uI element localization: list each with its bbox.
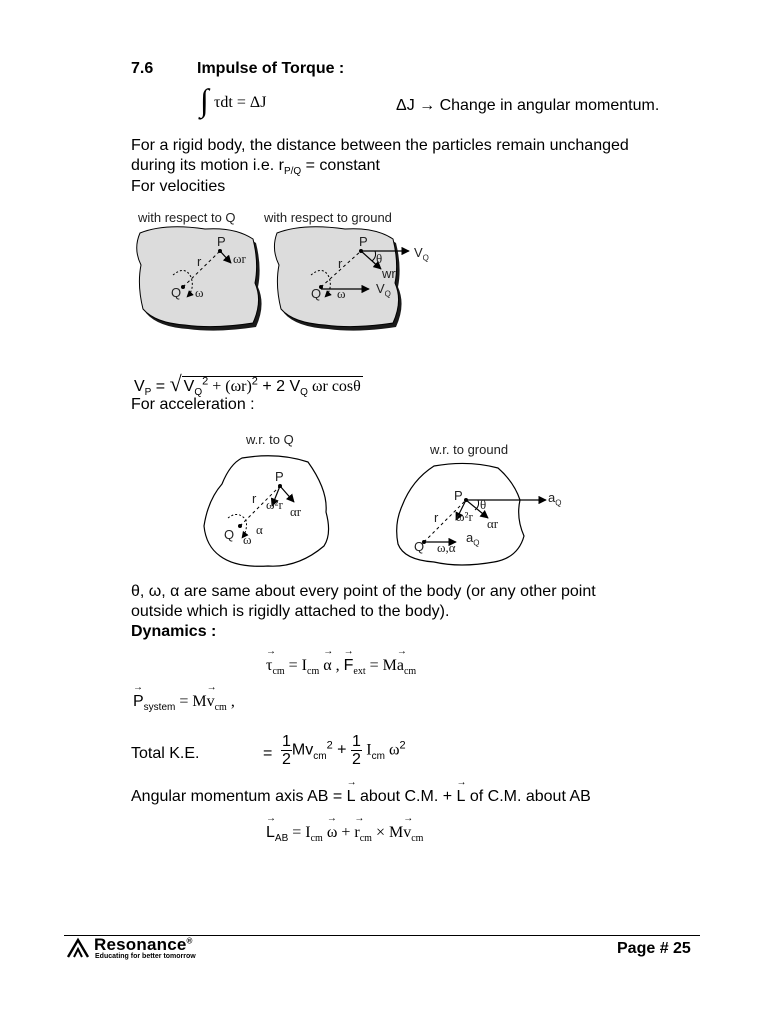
rigid-body-line2: during its motion i.e. $r_{P/Q}$ = constant [131, 157, 380, 178]
acc-right-P: P [454, 488, 463, 503]
integral-sign-icon: ∫ [200, 82, 209, 118]
vel-right-VQ-top: $V_Q$ [414, 245, 429, 263]
section-title: Impulse of Torque : [197, 60, 345, 77]
vel-caption-right: with respect to ground [264, 210, 392, 225]
ke-label: Total K.E. [131, 745, 200, 762]
acc-right-omega-alpha: ω,α [437, 540, 456, 555]
acc-right-aQ-top: $a_Q$ [548, 490, 562, 508]
brand-tagline: Educating for better tomorrow [95, 953, 196, 960]
for-velocities-label: For velocities [131, 178, 226, 195]
acc-right-r: r [434, 510, 439, 525]
vel-left-omega: ω [195, 285, 204, 300]
angular-momentum-text: Angular momentum axis AB = → L about C.M. + → L of C.M. about AB [131, 788, 591, 806]
acc-left-w2r: ω²r [266, 497, 283, 512]
same-text-line1: θ, ω, α are same about every point of the body (or any other point [131, 583, 596, 600]
dynamics-eq1: → $\tau_{cm} = I_{cm} \to \alpha$ , → $F_{ext} = M\to a_{cm}$ [266, 657, 416, 677]
rigid-body-line1: For a rigid body, the distance between the particles remain unchanged [131, 137, 629, 154]
vel-caption-left: with respect to Q [138, 210, 236, 225]
acc-right-alpha-r: αr [487, 516, 499, 531]
section-number: 7.6 [131, 60, 154, 77]
acc-right-w2r: ω²r [456, 509, 473, 524]
dynamics-eq2: → $P_{system} = M\to v_{cm}$ , [133, 693, 235, 713]
acc-left-r: r [252, 491, 257, 506]
acc-left-Q: Q [224, 527, 235, 542]
vel-right-P: P [359, 234, 368, 249]
ke-expression: $\frac{1}{2}$ $Mv_{cm}^2$ + $\frac{1}{2}$ $I_{cm}$ $\omega^2$ [282, 733, 406, 768]
vel-left-r: r [197, 254, 202, 269]
brand-name: Resonance® [94, 935, 193, 954]
vel-right-Q: Q [311, 286, 322, 301]
acc-left-P: P [275, 469, 284, 484]
acc-caption-right: w.r. to ground [430, 442, 509, 457]
acceleration-figure [198, 450, 558, 580]
vel-left-Q: Q [171, 285, 182, 300]
acc-left-alpha-r: αr [290, 504, 302, 519]
vp-formula: $V_P$ = √ $V_Q^2 + (\omega r)^2 + 2$ $V_Q$ ωr cosθ [134, 371, 361, 399]
acc-left-alpha: α [256, 522, 263, 537]
vel-right-wr: wr [382, 266, 396, 281]
vel-left-P: P [217, 234, 226, 249]
vel-right-theta: θ [376, 251, 383, 266]
vel-right-VQ-bottom: $V_Q$ [376, 281, 391, 299]
page-number: Page # 25 [617, 940, 691, 957]
acc-right-theta: θ [480, 497, 487, 512]
angular-momentum-eq: → $L_{AB} = I_{cm} \to \omega$ + → $r_{cm} \times M\to v_{cm}$ [266, 824, 423, 844]
same-text-line2: outside which is rigidly attached to the body). [131, 603, 450, 620]
acc-caption-left: w.r. to Q [246, 432, 294, 447]
vel-right-r: r [338, 256, 343, 271]
acc-left-omega: ω [243, 532, 252, 547]
vel-right-omega: ω [337, 286, 346, 301]
acc-right-aQ-bottom: $a_Q$ [466, 530, 480, 548]
ke-equals: = [263, 745, 273, 762]
impulse-note: ΔJ → Change in angular momentum. [396, 97, 660, 114]
dynamics-heading: Dynamics : [131, 623, 217, 640]
impulse-equation: τdt = ΔJ [214, 94, 267, 111]
for-acceleration-label: For acceleration : [131, 396, 255, 413]
vel-left-omega-r: ωr [233, 251, 246, 266]
acc-right-Q: Q [414, 539, 425, 554]
resonance-logo-icon [66, 937, 90, 959]
